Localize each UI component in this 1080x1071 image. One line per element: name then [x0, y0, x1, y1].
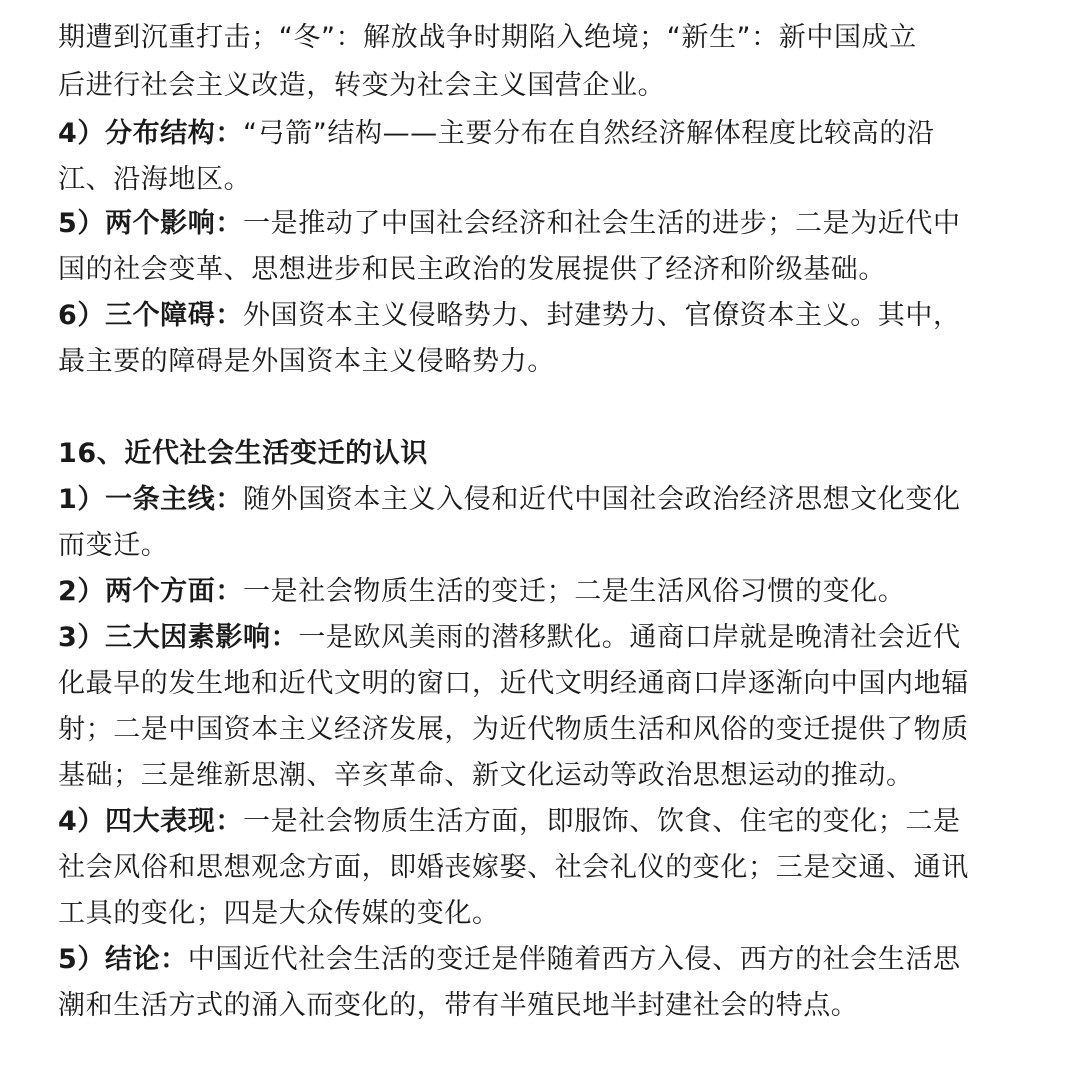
- line-text: 一是推动了中国社会经济和社会生活的进步；二是为近代中: [243, 208, 961, 239]
- item-label: 4）分布结构：: [58, 118, 243, 149]
- line-text: 化最早的发生地和近代文明的窗口，近代文明经通商口岸逐渐向中国内地辐: [58, 668, 969, 699]
- line-text: 国的社会变革、思想进步和民主政治的发展提供了经济和阶级基础。: [58, 254, 886, 285]
- item-label: 4）四大表现：: [58, 806, 243, 837]
- line-text: 后进行社会主义改造，转变为社会主义国营企业。: [58, 70, 666, 101]
- line-text: 一是社会物质生活方面，即服饰、饮食、住宅的变化；二是: [243, 806, 961, 837]
- text-line: [58, 18, 917, 58]
- line-text: 基础；三是维新思潮、辛亥革命、新文化运动等政治思想运动的推动。: [58, 760, 914, 791]
- text-line: [58, 710, 969, 750]
- text-line: [58, 342, 555, 382]
- line-text: 射；二是中国资本主义经济发展，为近代物质生活和风俗的变迁提供了物质: [58, 714, 969, 745]
- text-line: [58, 480, 961, 520]
- text-line: [58, 526, 168, 566]
- text-line: [58, 66, 665, 106]
- text-line: [58, 664, 969, 704]
- line-text: 一是欧风美雨的潜移默化。通商口岸就是晚清社会近代: [298, 622, 961, 653]
- text-line: [58, 940, 961, 980]
- text-line: [58, 848, 969, 888]
- text-line: [58, 894, 500, 934]
- line-text: 外国资本主义侵略势力、封建势力、官僚资本主义。其中，: [243, 300, 961, 331]
- text-line: [58, 572, 905, 612]
- line-text: 中国近代社会生活的变迁是伴随着西方入侵、西方的社会生活思: [187, 944, 961, 975]
- line-text: 期遭到沉重打击；“冬”：解放战争时期陷入绝境；“新生”：新中国成立: [58, 22, 917, 53]
- line-text: “弓箭”结构——主要分布在自然经济解体程度比较高的沿: [243, 118, 935, 149]
- line-text: 江、沿海地区。: [58, 164, 252, 195]
- text-line: [58, 986, 858, 1026]
- text-line: [58, 618, 961, 658]
- section-title: 16、近代社会生活变迁的认识: [58, 438, 428, 469]
- text-line: [58, 114, 935, 154]
- text-line: [58, 250, 886, 290]
- section-heading: [58, 434, 428, 474]
- item-label: 1）一条主线：: [58, 484, 243, 515]
- line-text: 随外国资本主义入侵和近代中国社会政治经济思想文化变化: [243, 484, 961, 515]
- line-text: 潮和生活方式的涌入而变化的，带有半殖民地半封建社会的特点。: [58, 990, 859, 1021]
- item-label: 3）三大因素影响：: [58, 622, 299, 653]
- item-label: 6）三个障碍：: [58, 300, 243, 331]
- text-line: [58, 802, 961, 842]
- line-text: 工具的变化；四是大众传媒的变化。: [58, 898, 500, 929]
- text-line: [58, 160, 251, 200]
- item-label: 2）两个方面：: [58, 576, 243, 607]
- line-text: 最主要的障碍是外国资本主义侵略势力。: [58, 346, 555, 377]
- text-line: [58, 756, 914, 796]
- item-label: 5）结论：: [58, 944, 188, 975]
- line-text: 社会风俗和思想观念方面，即婚丧嫁娶、社会礼仪的变化；三是交通、通讯: [58, 852, 969, 883]
- item-label: 5）两个影响：: [58, 208, 243, 239]
- line-text: 一是社会物质生活的变迁；二是生活风俗习惯的变化。: [243, 576, 906, 607]
- line-text: 而变迁。: [58, 530, 169, 561]
- text-line: [58, 296, 961, 336]
- text-line: [58, 204, 961, 244]
